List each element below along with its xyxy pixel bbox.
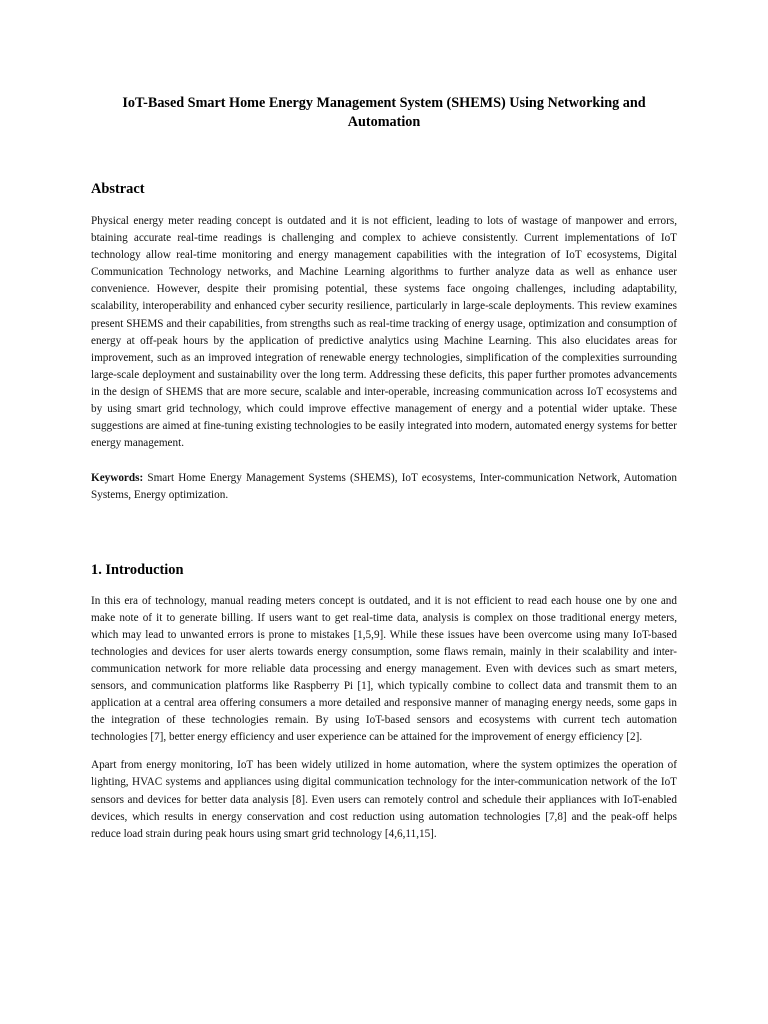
keywords-paragraph: [91, 470, 677, 504]
abstract-text: Physical energy meter reading concept is outdated and it is not efficient, leading to lots of wastage of manpower and errors, btaining accurate real-time readings is challenging and complex to achieve consistently. Current implementations of IoT technology allow real-time monitoring and energy management capabilities with the integration of IoT ecosystems, Digital Communication Technology networks, and Machine Learning algorithms to further analyze data as well as enhance user convenience. However, despite their promising potential, these systems face ongoing challenges, including adaptability, scalability, interoperability and enhanced cyber security resilience, particularly in large-scale deployments. This review examines present SHEMS and their capabilities, from strengths such as real-time tracking of energy usage, optimization and consumption of energy at off-peak hours by the application of predictive analytics using Machine Learning. This also elucidates areas for improvement, such as an improved integration of renewable energy technologies, simplification of the complexities surrounding large-scale deployment and sustainability over the long term. Addressing these deficits, this paper further promotes advancements in the design of SHEMS that are more secure, scalable and inter-operable, increasing communication across IoT ecosystems and by using smart grid technology, which could improve effective management of energy and a potential wider uptake. These suggestions are aimed at fine-tuning existing technologies to be easily integrated into modern, automated energy systems for better energy management.: [91, 215, 677, 450]
keywords-label: Keywords:: [91, 472, 144, 485]
abstract-heading: Abstract: [91, 181, 145, 197]
paper-content: [91, 94, 677, 843]
introduction-heading: 1. Introduction: [91, 561, 184, 578]
keywords-text: Smart Home Energy Management Systems (SHEMS), IoT ecosystems, Inter-communication Network, Automation Systems, Energy optimization.: [91, 472, 677, 502]
introduction-paragraph: In this era of technology, manual reading meters concept is outdated, and it is not efficient to read each house one by one and make note of it to generate billing. If users want to get real-time data, analysis is complex on those traditional energy meters, which may lead to unwanted errors is prone to mistakes [1,5,9]. While these issues have been overcome using many IoT-based technologies and devices for user alerts towards energy consumption, some flaws remain, mainly in their scalability and inter-communication network for more reliable data processing and energy management. Even with devices such as smart meters, sensors, and communication platforms like Raspberry Pi [1], which typically combine to collect data and transmit them to an application at a central area offering consumers a more detailed and responsive manner of managing energy needs, some gaps in the integration of these technologies remain. By using IoT-based sensors and ecosystems with current tech automation technologies [7], better energy efficiency and user experience can be attained for the improvement of energy efficiency [2].: [91, 594, 677, 744]
introduction-paragraph: Apart from energy monitoring, IoT has been widely utilized in home automation, where the system optimizes the operation of lighting, HVAC systems and appliances using digital communication technology for the inter-communication network of the IoT sensors and devices for better data analysis [8]. Even users can remotely control and schedule their appliances with IoT-enabled devices, which results in energy conservation and cost reduction using automation technologies [7,8] and the peak-off helps reduce load strain during peak hours using smart grid technology [4,6,11,15].: [91, 759, 677, 840]
paper-title: IoT-Based Smart Home Energy Management System (SHEMS) Using Networking and Automation: [122, 95, 646, 130]
